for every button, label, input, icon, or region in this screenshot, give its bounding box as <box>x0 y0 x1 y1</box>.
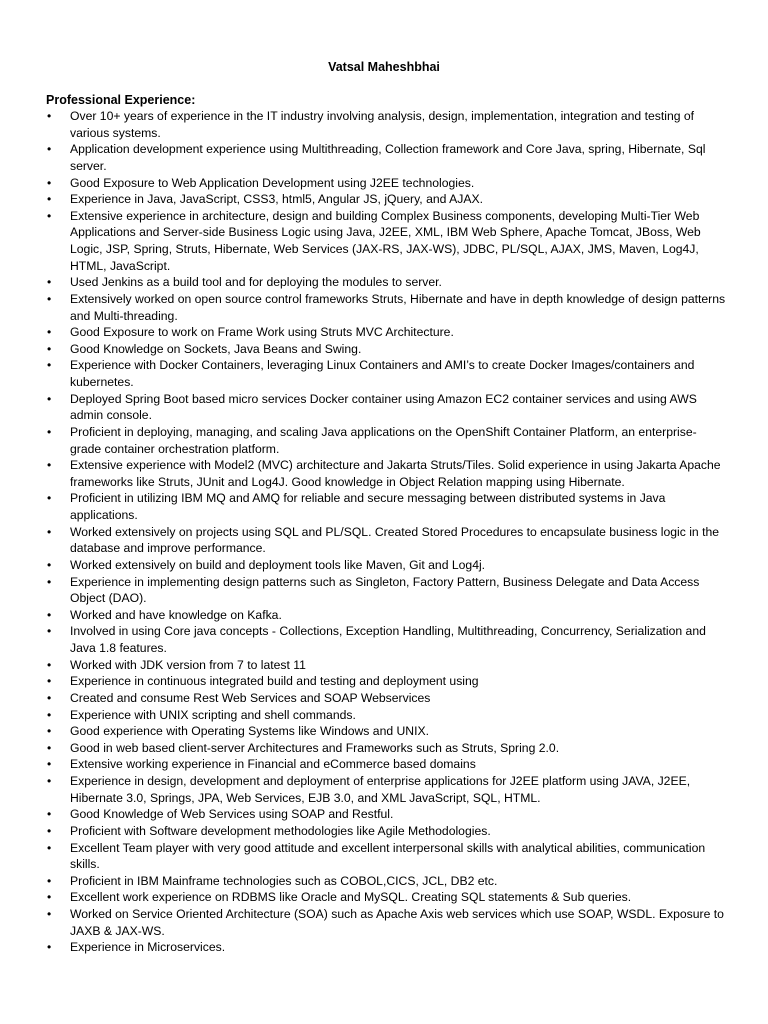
list-item-text: Experience in continuous integrated build and testing and deployment using <box>70 674 479 689</box>
bullet-icon: • <box>47 873 52 888</box>
bullet-icon: • <box>47 275 52 290</box>
list-item <box>46 806 726 823</box>
bullet-icon: • <box>47 774 52 788</box>
bullet-icon: • <box>47 940 52 955</box>
list-item <box>46 191 726 208</box>
bullet-icon: • <box>47 192 52 207</box>
list-item-text: Good in web based client-server Architectures and Frameworks such as Struts, Spring 2.0. <box>70 740 560 755</box>
bullet-icon: • <box>47 424 52 439</box>
list-item-text: Used Jenkins as a build tool and for deploying the modules to server. <box>70 275 442 290</box>
bullet-icon: • <box>47 574 52 589</box>
list-item <box>46 756 726 773</box>
list-item <box>46 906 726 939</box>
list-item <box>46 557 726 574</box>
list-item <box>46 574 726 607</box>
list-item <box>46 823 726 840</box>
list-item-text: Worked extensively on build and deployment tools like Maven, Git and Log4j. <box>70 557 486 572</box>
list-item <box>46 773 726 806</box>
list-item-text: Worked extensively on projects using SQL and PL/SQL. Created Stored Procedures to encapsulate business logic in the database and improve performance. <box>70 524 720 556</box>
list-item-text: Experience in Java, JavaScript, CSS3, html5, Angular JS, jQuery, and AJAX. <box>70 192 483 207</box>
bullet-icon: • <box>47 607 52 622</box>
list-item-text: Application development experience using Multithreading, Collection framework and Core Java, spring, Hibernate, Sql server. <box>70 142 706 173</box>
list-item <box>46 740 726 757</box>
list-item <box>46 341 726 358</box>
list-item-text: Proficient in utilizing IBM MQ and AMQ for reliable and secure messaging between distributed systems in Java applications. <box>70 491 666 522</box>
bullet-icon: • <box>47 175 52 190</box>
bullet-icon: • <box>47 458 52 473</box>
list-item-text: Worked with JDK version from 7 to latest 11 <box>70 657 306 672</box>
list-item-text: Experience in implementing design patterns such as Singleton, Factory Pattern, Business Delegate and Data Access Object (DAO). <box>70 574 700 606</box>
bullet-icon: • <box>47 707 52 722</box>
list-item <box>46 391 726 424</box>
list-item <box>46 208 726 275</box>
list-item-text: Over 10+ years of experience in the IT industry involving analysis, design, implementation, integration and testing of various systems. <box>70 109 695 140</box>
list-item <box>46 457 726 490</box>
list-item <box>46 607 726 624</box>
bullet-icon: • <box>47 740 52 755</box>
bullet-icon: • <box>47 823 52 838</box>
bullet-icon: • <box>47 208 52 223</box>
list-item <box>46 723 726 740</box>
list-item <box>46 690 726 707</box>
list-item-text: Excellent Team player with very good attitude and excellent interpersonal skills with analytical abilities, communication skills. <box>70 840 706 872</box>
bullet-icon: • <box>47 757 52 772</box>
section-heading-professional-experience: Professional Experience: <box>46 93 196 107</box>
list-item-text: Good Exposure to work on Frame Work using Struts MVC Architecture. <box>70 325 454 340</box>
list-item <box>46 424 726 457</box>
bullet-icon: • <box>47 840 52 855</box>
bullet-icon: • <box>47 557 52 572</box>
list-item <box>46 141 726 174</box>
list-item-text: Good Exposure to Web Application Development using J2EE technologies. <box>70 175 475 190</box>
bullet-icon: • <box>47 358 52 373</box>
list-item-text: Proficient in IBM Mainframe technologies such as COBOL,CICS, JCL, DB2 etc. <box>70 873 498 888</box>
list-item <box>46 707 726 724</box>
list-item-text: Proficient with Software development methodologies like Agile Methodologies. <box>70 823 491 838</box>
list-item-text: Involved in using Core java concepts - Collections, Exception Handling, Multithreading, Concurrency, Serialization and Java 1.8 features. <box>70 624 706 655</box>
bullet-icon: • <box>47 907 52 921</box>
bullet-icon: • <box>47 109 52 123</box>
bullet-icon: • <box>47 724 52 739</box>
list-item-text: Experience with UNIX scripting and shell commands. <box>70 707 356 722</box>
list-item <box>46 673 726 690</box>
bullet-icon: • <box>47 341 52 356</box>
list-item-text: Experience in Microservices. <box>70 940 226 955</box>
list-item <box>46 357 726 390</box>
list-item <box>46 657 726 674</box>
list-item <box>46 490 726 523</box>
bullet-icon: • <box>47 291 52 306</box>
list-item <box>46 108 726 141</box>
list-item-text: Excellent work experience on RDBMS like Oracle and MySQL. Creating SQL statements & Sub queries. <box>70 890 632 905</box>
list-item <box>46 291 726 324</box>
list-item-text: Proficient in deploying, managing, and scaling Java applications on the OpenShift Container Platform, an enterprise-grade container orchestration platform. <box>70 424 697 456</box>
list-item-text: Worked on Service Oriented Architecture (SOA) such as Apache Axis web services which use SOAP, WSDL. Exposure to JAXB & JAX-WS. <box>70 907 724 938</box>
bullet-icon: • <box>47 491 52 506</box>
bullet-icon: • <box>47 524 52 539</box>
list-item-text: Good experience with Operating Systems like Windows and UNIX. <box>70 724 430 739</box>
list-item-text: Experience in design, development and deployment of enterprise applications for J2EE platform using JAVA, J2EE, Hibernate 3.0, Springs, JPA, Web Services, EJB 3.0, and XML JavaScript, SQL, HTML. <box>70 774 691 805</box>
bullet-icon: • <box>47 807 52 822</box>
list-item-text: Extensive working experience in Financial and eCommerce based domains <box>70 757 476 772</box>
document-title: Vatsal Maheshbhai <box>328 60 440 74</box>
bullet-icon: • <box>47 890 52 905</box>
bullet-icon: • <box>47 624 52 639</box>
bullet-icon: • <box>47 142 52 157</box>
list-item-text: Extensive experience with Model2 (MVC) architecture and Jakarta Struts/Tiles. Solid experience in using Jakarta Apache frameworks like Struts, JUnit and Log4J. Good knowledge in Object Relation mapping using Hibernate. <box>70 458 721 489</box>
list-item <box>46 524 726 557</box>
list-item <box>46 939 726 956</box>
bullet-icon: • <box>47 325 52 340</box>
list-item-text: Good Knowledge of Web Services using SOAP and Restful. <box>70 807 394 822</box>
bullet-icon: • <box>47 690 52 705</box>
experience-bullet-list <box>46 108 726 956</box>
list-item <box>46 873 726 890</box>
bullet-icon: • <box>47 674 52 689</box>
list-item-text: Good Knowledge on Sockets, Java Beans and Swing. <box>70 341 362 356</box>
list-item-text: Created and consume Rest Web Services and SOAP Webservices <box>70 690 431 705</box>
bullet-icon: • <box>47 391 52 406</box>
list-item <box>46 175 726 192</box>
list-item-text: Deployed Spring Boot based micro services Docker container using Amazon EC2 container services and using AWS admin console. <box>70 391 697 423</box>
list-item-text: Experience with Docker Containers, leveraging Linux Containers and AMI’s to create Docker Images/containers and kubernetes. <box>70 358 695 389</box>
bullet-icon: • <box>47 657 52 672</box>
list-item <box>46 274 726 291</box>
list-item-text: Worked and have knowledge on Kafka. <box>70 607 282 622</box>
list-item <box>46 623 726 656</box>
list-item-text: Extensive experience in architecture, design and building Complex Business components, developing Multi-Tier Web Applications and Server-side Business Logic using Java, J2EE, XML, IBM Web Sphere, Apache Tomcat, JBoss, Web Logic, JSP, Spring, Struts, Hibernate, Web Services (JAX-RS, JAX-WS), JDBC, PL/SQL, AJAX, JMS, Maven, Log4J, HTML, JavaScript. <box>70 208 701 273</box>
list-item <box>46 889 726 906</box>
list-item <box>46 840 726 873</box>
list-item-text: Extensively worked on open source control frameworks Struts, Hibernate and have in depth knowledge of design patterns and Multi-threading. <box>70 291 726 323</box>
list-item <box>46 324 726 341</box>
